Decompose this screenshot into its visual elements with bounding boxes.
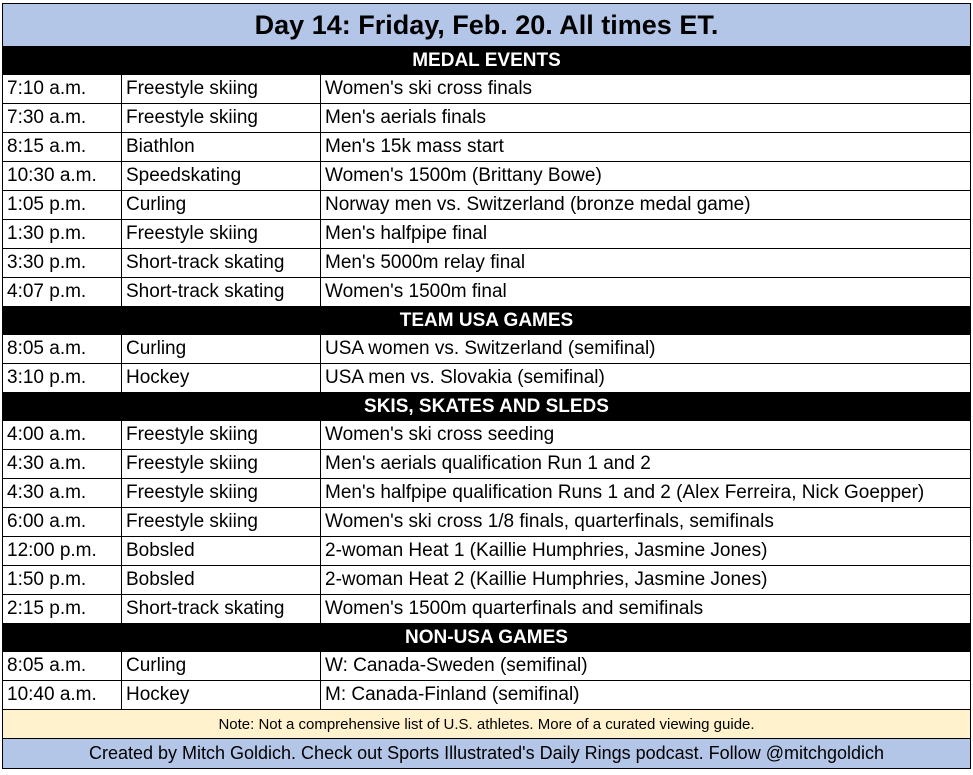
table-row	[3, 595, 970, 624]
table-row	[3, 335, 970, 364]
sport-cell: Speedskating	[122, 162, 321, 190]
table-row	[3, 220, 970, 249]
note-banner: Note: Not a comprehensive list of U.S. athletes. More of a curated viewing guide.	[3, 710, 970, 739]
table-row	[3, 249, 970, 278]
sport-cell: Biathlon	[122, 133, 321, 161]
event-cell: Men's 5000m relay final	[325, 252, 526, 273]
table-row	[3, 652, 970, 681]
sport-cell: Bobsled	[122, 566, 321, 594]
event-cell: Men's halfpipe final	[325, 223, 488, 244]
time-cell: 3:30 p.m.	[3, 249, 122, 277]
event-cell: Women's ski cross 1/8 finals, quarterfinals, semifinals	[325, 511, 774, 532]
event-cell: Women's 1500m (Brittany Bowe)	[325, 165, 602, 186]
table-row	[3, 364, 970, 393]
sport-cell: Bobsled	[122, 537, 321, 565]
time-cell: 1:30 p.m.	[3, 220, 122, 248]
time-cell: 3:10 p.m.	[3, 364, 122, 392]
event-cell: Norway men vs. Switzerland (bronze medal game)	[325, 194, 751, 215]
table-row	[3, 537, 970, 566]
event-cell: Men's halfpipe qualification Runs 1 and 2 (Alex Ferreira, Nick Goepper)	[325, 482, 925, 503]
sport-cell: Freestyle skiing	[122, 104, 321, 132]
sport-cell: Short-track skating	[122, 595, 321, 623]
table-row	[3, 278, 970, 307]
table-row	[3, 75, 970, 104]
table-row	[3, 479, 970, 508]
event-cell: Women's ski cross seeding	[325, 424, 555, 445]
sport-cell: Curling	[122, 652, 321, 680]
time-cell: 4:07 p.m.	[3, 278, 122, 306]
time-cell: 4:30 a.m.	[3, 479, 122, 507]
table-row	[3, 133, 970, 162]
sport-cell: Freestyle skiing	[122, 75, 321, 103]
sport-cell: Freestyle skiing	[122, 421, 321, 449]
time-cell: 10:30 a.m.	[3, 162, 122, 190]
sport-cell: Freestyle skiing	[122, 479, 321, 507]
schedule-table	[2, 3, 971, 769]
event-cell: Men's aerials finals	[325, 107, 486, 128]
sport-cell: Hockey	[122, 681, 321, 709]
credits-footer: Created by Mitch Goldich. Check out Sports Illustrated's Daily Rings podcast. Follow @mitchgoldich	[3, 739, 970, 768]
sport-cell: Freestyle skiing	[122, 450, 321, 478]
event-cell: 2-woman Heat 2 (Kaillie Humphries, Jasmine Jones)	[325, 569, 768, 590]
table-row	[3, 104, 970, 133]
section-heading: TEAM USA GAMES	[3, 307, 970, 335]
event-cell: USA men vs. Slovakia (semifinal)	[325, 367, 605, 388]
time-cell: 10:40 a.m.	[3, 681, 122, 709]
table-row	[3, 450, 970, 479]
time-cell: 4:30 a.m.	[3, 450, 122, 478]
section-heading: NON-USA GAMES	[3, 624, 970, 652]
section-heading: MEDAL EVENTS	[3, 47, 970, 75]
time-cell: 12:00 p.m.	[3, 537, 122, 565]
table-row	[3, 566, 970, 595]
table-row	[3, 681, 970, 710]
time-cell: 1:05 p.m.	[3, 191, 122, 219]
table-row	[3, 508, 970, 537]
event-cell: Men's aerials qualification Run 1 and 2	[325, 453, 651, 474]
sport-cell: Freestyle skiing	[122, 220, 321, 248]
event-cell: 2-woman Heat 1 (Kaillie Humphries, Jasmine Jones)	[325, 540, 768, 561]
table-row	[3, 191, 970, 220]
time-cell: 8:05 a.m.	[3, 335, 122, 363]
schedule-sections	[3, 47, 970, 710]
time-cell: 8:15 a.m.	[3, 133, 122, 161]
time-cell: 6:00 a.m.	[3, 508, 122, 536]
event-cell: Women's ski cross finals	[325, 78, 533, 99]
time-cell: 2:15 p.m.	[3, 595, 122, 623]
section-heading: SKIS, SKATES AND SLEDS	[3, 393, 970, 421]
sport-cell: Curling	[122, 335, 321, 363]
table-row	[3, 162, 970, 191]
event-cell: W: Canada-Sweden (semifinal)	[325, 655, 588, 676]
time-cell: 7:30 a.m.	[3, 104, 122, 132]
event-cell: Women's 1500m final	[325, 281, 507, 302]
sport-cell: Curling	[122, 191, 321, 219]
sport-cell: Freestyle skiing	[122, 508, 321, 536]
event-cell: Women's 1500m quarterfinals and semifinals	[325, 598, 704, 619]
sport-cell: Short-track skating	[122, 249, 321, 277]
event-cell: Men's 15k mass start	[325, 136, 504, 157]
time-cell: 4:00 a.m.	[3, 421, 122, 449]
event-cell: USA women vs. Switzerland (semifinal)	[325, 338, 656, 359]
time-cell: 7:10 a.m.	[3, 75, 122, 103]
time-cell: 1:50 p.m.	[3, 566, 122, 594]
page-title: Day 14: Friday, Feb. 20. All times ET.	[3, 4, 970, 47]
sport-cell: Short-track skating	[122, 278, 321, 306]
event-cell: M: Canada-Finland (semifinal)	[325, 684, 580, 705]
table-row	[3, 421, 970, 450]
sport-cell: Hockey	[122, 364, 321, 392]
time-cell: 8:05 a.m.	[3, 652, 122, 680]
